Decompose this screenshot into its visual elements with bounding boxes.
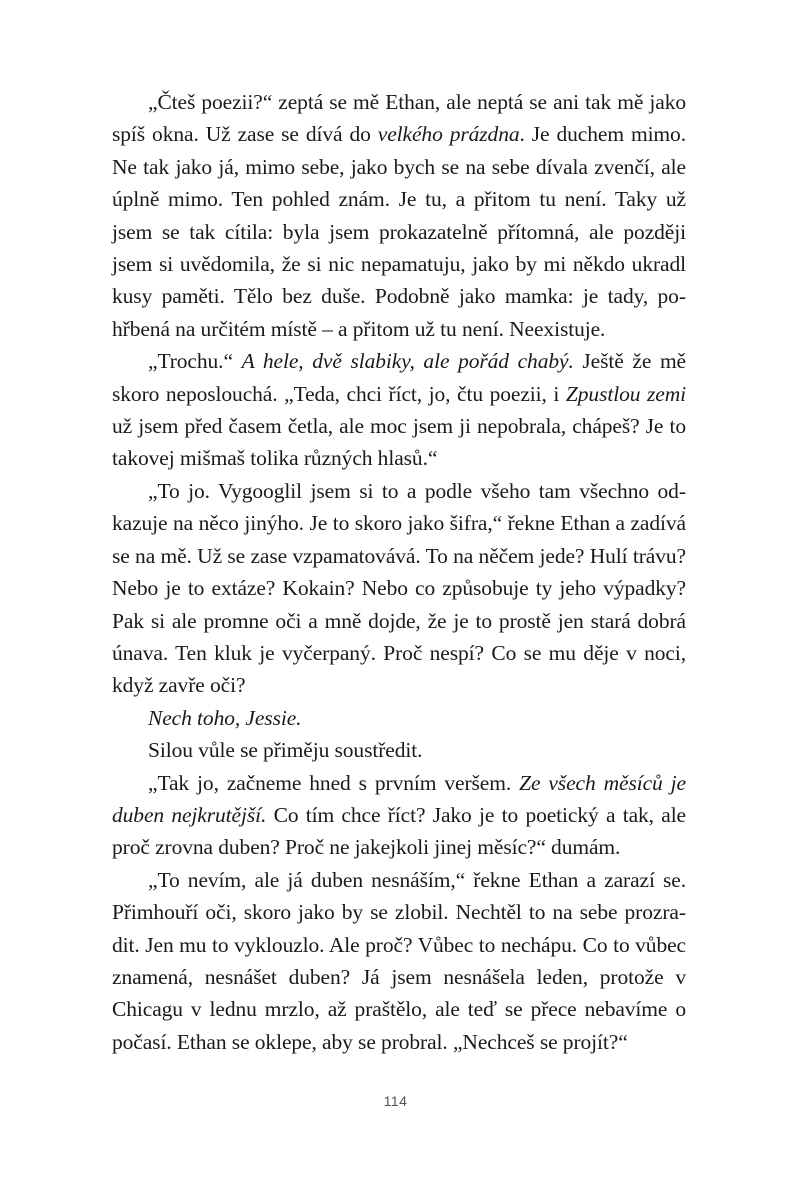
text-run: Co tím chce říct? Jako je to poetický a tak, ale proč zrovna duben? Proč ne jakejkoli jinej měsíc?“ dumám. <box>112 802 687 860</box>
italic-text: Zpustlou zemi <box>565 381 686 406</box>
italic-text: velkého prázdna <box>377 122 520 147</box>
paragraph <box>112 475 686 702</box>
text-run: „Čteš poezii?“ zeptá se mě Ethan, ale neptá se ani tak mě jako spíš okna. Už zase se dívá do <box>112 90 686 147</box>
page-number: 114 <box>383 1093 408 1109</box>
paragraph <box>112 702 686 734</box>
text-run: . Je duchem mimo. Ne tak jako já, mimo sebe, jako bych se na sebe dívala zvenčí, ale úplně mimo. Ten pohled znám. Je tu, a přitom tu není. Taky už jsem se tak cítila: byla jsem prokazatelně přítomná, ale později jsem si uvědomila, že si nic nepamatuju, jako by mi někdo ukradl kusy paměti. Tělo bez duše. Podobně jako mamka: je tady, pohřbená na určitém místě – a přitom už tu není. Neexistuje. <box>112 122 686 341</box>
italic-text: Nech toho, Jessie. <box>148 705 302 730</box>
text-run: Silou vůle se přiměju soustředit. <box>148 738 423 763</box>
text-run: „Trochu.“ <box>148 349 242 374</box>
text-run: „Tak jo, začneme hned s prvním veršem. <box>148 770 520 795</box>
paragraph <box>112 734 686 766</box>
paragraph <box>112 767 686 864</box>
italic-text: A hele, dvě slabiky, ale pořád chabý. <box>241 349 574 374</box>
italic-text: Ze všech měsíců je duben nejkrutější. <box>112 770 686 827</box>
text-run: už jsem před časem četla, ale moc jsem ji nepobrala, chápeš? Je to takovej mišmaš tolika různých hlasů.“ <box>112 414 686 471</box>
text-run: „To nevím, ale já duben nesnáším,“ řekne Ethan a zarazí se. Přimhouří oči, skoro jako by se zlobil. Nechtěl to na sebe prozradit. Jen mu to vyklouzlo. Ale proč? Vůbec to nechápu. Co to vůbec znamená, nesnášet duben? Já jsem nesnášela leden, protože v Chicagu v lednu mrzlo, až praštělo, ale teď se přece nebavíme o počasí. Ethan se oklepe, aby se probral. „Nechceš se projít?“ <box>112 867 686 1054</box>
text-run: Ještě že mě skoro neposlouchá. „Teda, chci říct, jo, čtu poezii, i <box>112 349 687 406</box>
text-run: „To jo. Vygooglil jsem si to a podle všeho tam všechno odkazuje na něco jinýho. Je to skoro jako šifra,“ řekne Ethan a zadívá se na mě. Už se zase vzpamatovává. To na něčem jede? Hulí trávu? Nebo je to extáze? Kokain? Nebo co způsobuje ty jeho výpadky? Pak si ale promne oči a mně dojde, že je to prostě jen stará dobrá únava. Ten kluk je vyčerpaný. Proč nespí? Co se mu děje v noci, když zavře oči? <box>112 478 686 698</box>
paragraph <box>112 864 686 1058</box>
body-text <box>112 86 686 1058</box>
paragraph <box>112 86 686 345</box>
paragraph <box>112 345 686 475</box>
